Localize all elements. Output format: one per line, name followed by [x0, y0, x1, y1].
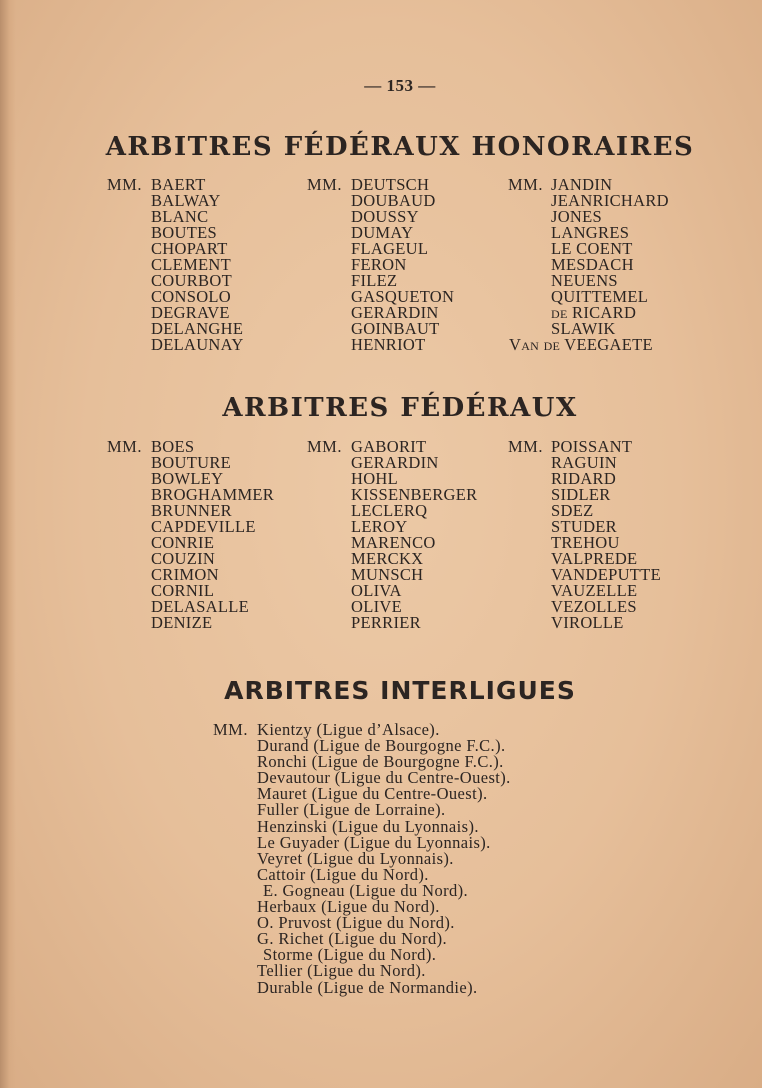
name-entry: BAERT	[151, 175, 206, 194]
name-entry: POISSANT	[551, 437, 633, 456]
name-entry: MERCKX	[351, 549, 424, 568]
name-entry: BOUTES	[151, 223, 217, 242]
name-entry: CONRIE	[151, 533, 215, 552]
name-column-3	[551, 439, 661, 631]
name-entry: GASQUETON	[351, 287, 455, 306]
name-entry: GERARDIN	[351, 453, 439, 472]
name-entry: OLIVA	[351, 581, 402, 600]
name-entry: FLAGEUL	[351, 239, 429, 258]
interligues-list	[257, 722, 511, 996]
name-entry: CONSOLO	[151, 287, 232, 306]
name-entry: LANGRES	[551, 223, 630, 242]
federaux-name-columns	[0, 437, 762, 632]
honoraires-name-columns	[0, 177, 762, 357]
name-entry: COURBOT	[151, 271, 232, 290]
interligue-entry: Herbaux (Ligue du Nord).	[257, 897, 440, 917]
interligue-entry: O. Pruvost (Ligue du Nord).	[257, 913, 455, 933]
name-column-2	[351, 177, 454, 353]
name-entry: BROGHAMMER	[151, 485, 275, 504]
name-column-1	[151, 439, 274, 631]
name-entry: DELANGHE	[151, 319, 244, 338]
name-entry: de RICARD	[551, 303, 637, 322]
name-entry: BOWLEY	[151, 469, 224, 488]
interligue-entry: Ronchi (Ligue de Bourgogne F.C.).	[257, 752, 504, 772]
name-entry: BOES	[151, 437, 195, 456]
section-title-honoraires: ARBITRES FÉDÉRAUX HONORAIRES	[105, 132, 695, 162]
interligue-entry: Fuller (Ligue de Lorraine).	[257, 800, 446, 820]
interligue-entry: Tellier (Ligue du Nord).	[257, 961, 426, 981]
name-entry: GOINBAUT	[351, 319, 440, 338]
name-entry: QUITTEMEL	[551, 287, 649, 306]
name-entry: MUNSCH	[351, 565, 424, 584]
name-entry: CORNIL	[151, 581, 215, 600]
name-entry: DOUBAUD	[351, 191, 436, 210]
name-entry: OLIVE	[351, 597, 402, 616]
name-entry: SLAWIK	[551, 319, 616, 338]
name-entry: HOHL	[351, 469, 399, 488]
column-prefix: MM.	[508, 437, 543, 456]
interligue-entry: Henzinski (Ligue du Lyonnais).	[257, 816, 479, 836]
interligue-entry: Cattoir (Ligue du Nord).	[257, 864, 429, 884]
name-entry: FERON	[351, 255, 407, 274]
name-entry: BALWAY	[151, 191, 221, 210]
interligue-entry: Kientzy (Ligue d’Alsace).	[257, 720, 440, 739]
name-entry: LECLERQ	[351, 501, 428, 520]
name-entry: STUDER	[551, 517, 617, 536]
name-entry: VAUZELLE	[551, 581, 638, 600]
interligues-prefix: MM.	[213, 720, 248, 739]
name-entry: VALPREDE	[551, 549, 638, 568]
column-prefix: MM.	[508, 175, 543, 194]
column-prefix: MM.	[107, 175, 142, 194]
column-prefix: MM.	[307, 437, 342, 456]
name-entry: CHOPART	[151, 239, 228, 258]
name-entry: DEUTSCH	[351, 175, 430, 194]
name-entry: VEZOLLES	[551, 597, 637, 616]
interligue-entry: G. Richet (Ligue du Nord).	[257, 929, 448, 949]
name-entry: RIDARD	[551, 469, 617, 488]
name-entry: GABORIT	[351, 437, 427, 456]
page-number: — 153 —	[364, 76, 436, 95]
name-entry: VIROLLE	[551, 613, 624, 632]
name-entry: DEGRAVE	[151, 303, 230, 322]
name-entry: JEANRICHARD	[551, 191, 669, 210]
name-entry: GERARDIN	[351, 303, 439, 322]
name-entry: CAPDEVILLE	[151, 517, 256, 536]
name-entry: DUMAY	[351, 223, 414, 242]
name-entry: LE COENT	[551, 239, 633, 258]
name-entry: VANDEPUTTE	[551, 565, 661, 584]
interligue-entry: Storme (Ligue du Nord).	[263, 945, 437, 965]
interligue-entry: Durable (Ligue de Normandie).	[257, 977, 478, 997]
name-entry: CLEMENT	[151, 255, 232, 274]
interligue-entry: Le Guyader (Ligue du Lyonnais).	[257, 832, 491, 852]
name-entry: SDEZ	[551, 501, 594, 520]
name-entry: Van de VEEGAETE	[509, 335, 653, 354]
name-entry: HENRIOT	[351, 335, 426, 354]
name-entry: FILEZ	[351, 271, 398, 290]
name-entry: PERRIER	[351, 613, 421, 632]
name-entry: BRUNNER	[151, 501, 232, 520]
name-entry: CRIMON	[151, 565, 219, 584]
interligue-entry: Mauret (Ligue du Centre-Ouest).	[257, 784, 488, 804]
name-entry: DELAUNAY	[151, 335, 244, 354]
name-entry: BOUTURE	[151, 453, 232, 472]
section-title-interligues: ARBITRES INTERLIGUES	[224, 676, 576, 705]
name-entry: MESDACH	[551, 255, 634, 274]
name-entry: BLANC	[151, 207, 209, 226]
name-entry: RAGUIN	[551, 453, 617, 472]
name-entry: LEROY	[351, 517, 408, 536]
name-entry: MARENCO	[351, 533, 436, 552]
name-entry: KISSENBERGER	[351, 485, 478, 504]
name-entry: TREHOU	[551, 533, 620, 552]
section-title-federaux: ARBITRES FÉDÉRAUX	[222, 393, 578, 423]
name-entry: SIDLER	[551, 485, 611, 504]
column-prefix: MM.	[107, 437, 142, 456]
name-entry: DELASALLE	[151, 597, 250, 616]
name-column-2	[351, 439, 477, 631]
interligue-entry: E. Gogneau (Ligue du Nord).	[263, 880, 469, 900]
name-column-1	[151, 177, 244, 353]
name-entry: DENIZE	[151, 613, 213, 632]
interligue-entry: Veyret (Ligue du Lyonnais).	[257, 848, 454, 868]
name-entry: COUZIN	[151, 549, 216, 568]
interligue-entry: Devautour (Ligue du Centre-Ouest).	[257, 768, 511, 788]
name-entry: NEUENS	[551, 271, 618, 290]
name-entry: JANDIN	[551, 175, 613, 194]
name-entry: DOUSSY	[351, 207, 419, 226]
column-prefix: MM.	[307, 175, 342, 194]
name-entry: JONES	[551, 207, 603, 226]
interligue-entry: Durand (Ligue de Bourgogne F.C.).	[257, 736, 506, 756]
